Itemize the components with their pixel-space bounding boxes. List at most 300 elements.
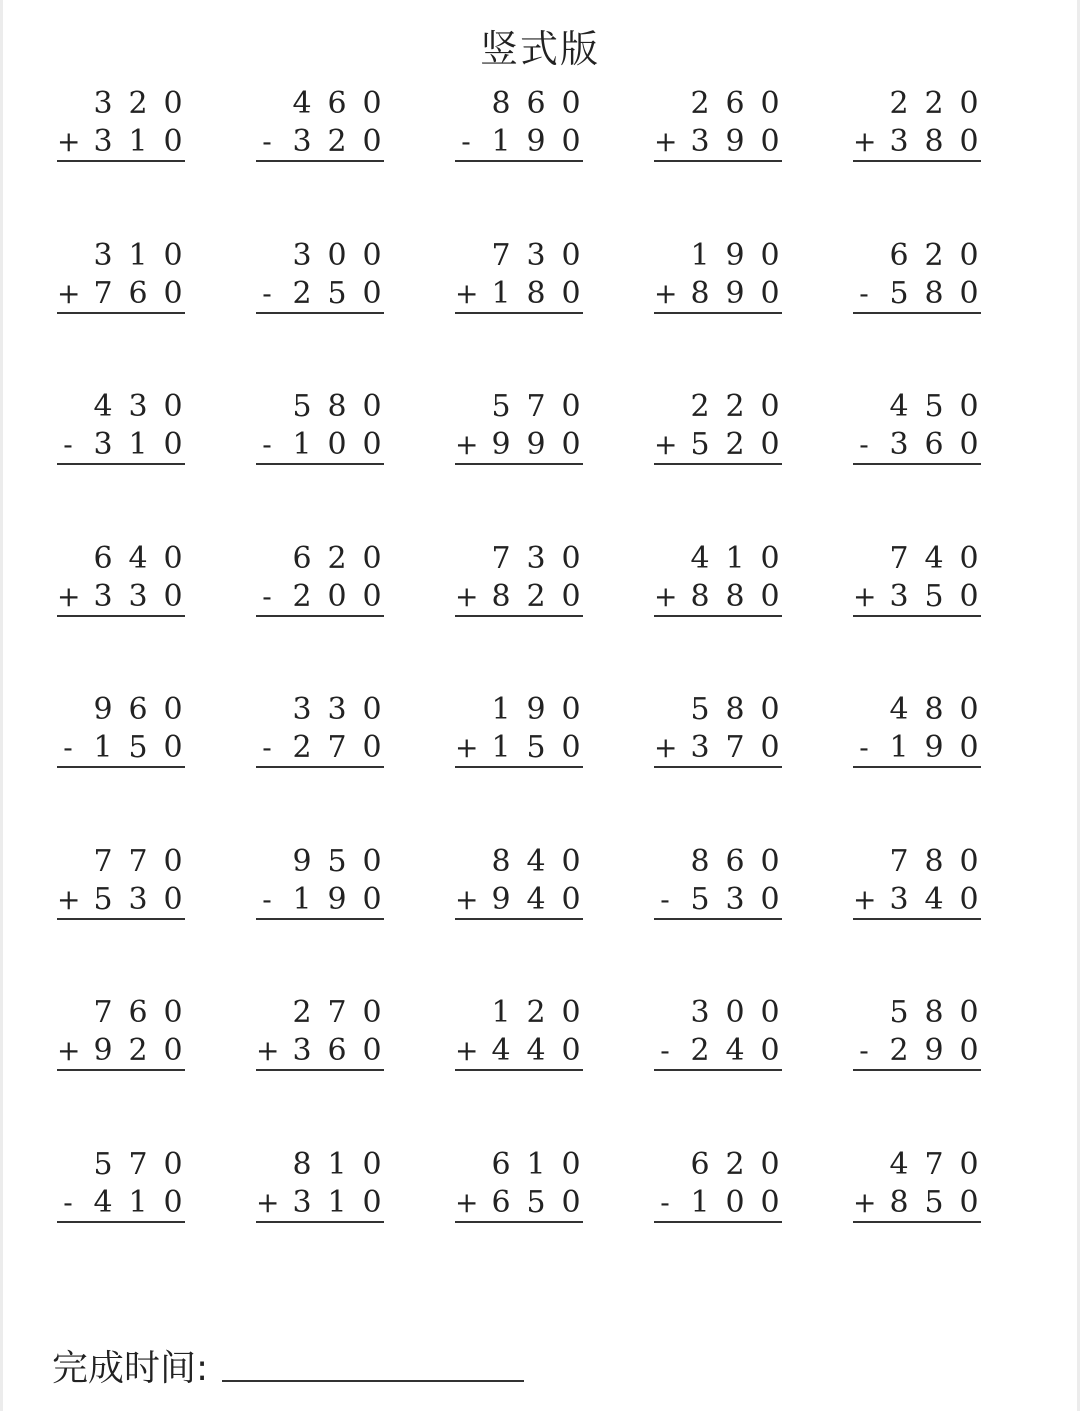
digit: 2 [292, 730, 312, 765]
bottom-operand [256, 882, 384, 918]
digit: 9 [924, 1033, 944, 1068]
digit: 0 [163, 1147, 183, 1182]
digit: 6 [128, 276, 148, 311]
digit: 3 [690, 995, 710, 1030]
digit: 3 [93, 238, 113, 273]
answer-line [57, 1221, 185, 1223]
digit: 3 [93, 124, 113, 159]
top-operand [455, 692, 583, 728]
bottom-operand [57, 882, 185, 918]
digit: 0 [561, 692, 581, 727]
answer-line [57, 766, 185, 768]
top-operand [455, 541, 583, 577]
digit: 2 [526, 579, 546, 614]
top-operand [256, 389, 384, 425]
digit: 6 [690, 1147, 710, 1182]
top-operand [853, 238, 981, 274]
bottom-operand [57, 1185, 185, 1221]
digit: 0 [362, 389, 382, 424]
digit: 0 [561, 389, 581, 424]
digit: 1 [128, 238, 148, 273]
digit: 4 [128, 541, 148, 576]
digit: 0 [163, 389, 183, 424]
digit: 2 [889, 1033, 909, 1068]
digit: 0 [362, 579, 382, 614]
bottom-operand [654, 579, 782, 615]
digit: 4 [889, 1147, 909, 1182]
digit: 0 [959, 692, 979, 727]
bottom-operand [853, 730, 981, 766]
digit: 5 [491, 389, 511, 424]
plus-sign: + [455, 1034, 479, 1067]
answer-line [256, 312, 384, 314]
digit: 5 [690, 692, 710, 727]
problem [853, 1147, 981, 1229]
problem [654, 541, 782, 623]
bottom-operand [57, 1033, 185, 1069]
plus-sign: + [455, 883, 479, 916]
answer-line [455, 766, 583, 768]
digit: 2 [327, 124, 347, 159]
top-operand [256, 995, 384, 1031]
digit: 0 [362, 730, 382, 765]
problem [57, 1147, 185, 1229]
answer-line [455, 615, 583, 617]
plus-sign: + [256, 1186, 280, 1219]
digit: 1 [690, 238, 710, 273]
digit: 2 [292, 579, 312, 614]
problem [256, 692, 384, 774]
digit: 7 [93, 844, 113, 879]
digit: 4 [292, 86, 312, 121]
digit: 3 [128, 389, 148, 424]
digit: 0 [760, 1033, 780, 1068]
completion-time-label: 完成时间: [52, 1348, 209, 1389]
top-operand [455, 995, 583, 1031]
problem [654, 995, 782, 1077]
top-operand [853, 844, 981, 880]
digit: 8 [889, 1185, 909, 1220]
digit: 0 [362, 238, 382, 273]
digit: 0 [760, 427, 780, 462]
digit: 0 [163, 844, 183, 879]
digit: 6 [292, 541, 312, 576]
bottom-operand [654, 276, 782, 312]
digit: 9 [725, 238, 745, 273]
digit: 0 [760, 995, 780, 1030]
digit: 8 [292, 1147, 312, 1182]
bottom-operand [853, 1033, 981, 1069]
answer-line [853, 312, 981, 314]
digit: 0 [760, 541, 780, 576]
digit: 0 [760, 86, 780, 121]
digit: 1 [93, 730, 113, 765]
digit: 7 [725, 730, 745, 765]
bottom-operand [654, 730, 782, 766]
top-operand [256, 692, 384, 728]
bottom-operand [256, 579, 384, 615]
digit: 8 [690, 276, 710, 311]
problem [57, 995, 185, 1077]
problem [256, 844, 384, 926]
problem [853, 692, 981, 774]
top-operand [455, 844, 583, 880]
digit: 4 [924, 882, 944, 917]
digit: 5 [526, 1185, 546, 1220]
digit: 6 [491, 1185, 511, 1220]
problem [256, 86, 384, 168]
digit: 0 [362, 1033, 382, 1068]
left-page-edge [0, 0, 3, 1411]
top-operand [256, 541, 384, 577]
digit: 3 [292, 1185, 312, 1220]
digit: 1 [128, 124, 148, 159]
digit: 5 [690, 427, 710, 462]
digit: 7 [491, 541, 511, 576]
bottom-operand [455, 882, 583, 918]
digit: 0 [362, 1185, 382, 1220]
digit: 4 [690, 541, 710, 576]
plus-sign: + [57, 277, 81, 310]
plus-sign: + [455, 731, 479, 764]
digit: 7 [128, 844, 148, 879]
digit: 0 [163, 692, 183, 727]
digit: 2 [725, 389, 745, 424]
digit: 3 [292, 1033, 312, 1068]
digit: 0 [959, 1147, 979, 1182]
digit: 8 [491, 86, 511, 121]
digit: 3 [690, 124, 710, 159]
top-operand [256, 844, 384, 880]
answer-line [455, 312, 583, 314]
digit: 5 [327, 276, 347, 311]
problem [57, 844, 185, 926]
answer-line [256, 1069, 384, 1071]
digit: 0 [362, 276, 382, 311]
top-operand [57, 692, 185, 728]
digit: 6 [725, 86, 745, 121]
answer-line [455, 1221, 583, 1223]
digit: 4 [889, 389, 909, 424]
bottom-operand [256, 276, 384, 312]
digit: 0 [959, 995, 979, 1030]
digit: 3 [889, 882, 909, 917]
digit: 1 [292, 427, 312, 462]
digit: 9 [725, 276, 745, 311]
digit: 0 [760, 1185, 780, 1220]
minus-sign: - [660, 883, 670, 916]
digit: 0 [163, 579, 183, 614]
digit: 0 [760, 579, 780, 614]
digit: 1 [725, 541, 745, 576]
problem [853, 995, 981, 1077]
problem [455, 86, 583, 168]
answer-line [57, 463, 185, 465]
bottom-operand [654, 882, 782, 918]
problem [853, 541, 981, 623]
digit: 0 [959, 844, 979, 879]
answer-line [455, 160, 583, 162]
answer-line [256, 1221, 384, 1223]
digit: 4 [924, 541, 944, 576]
bottom-operand [654, 1033, 782, 1069]
top-operand [654, 844, 782, 880]
digit: 2 [924, 86, 944, 121]
digit: 1 [327, 1185, 347, 1220]
digit: 3 [889, 427, 909, 462]
digit: 9 [327, 882, 347, 917]
digit: 3 [526, 238, 546, 273]
answer-line [455, 463, 583, 465]
digit: 8 [327, 389, 347, 424]
digit: 5 [526, 730, 546, 765]
answer-line [654, 160, 782, 162]
digit: 0 [760, 882, 780, 917]
digit: 0 [760, 1147, 780, 1182]
top-operand [654, 238, 782, 274]
answer-line [57, 1069, 185, 1071]
answer-line [57, 160, 185, 162]
plus-sign: + [455, 277, 479, 310]
digit: 9 [725, 124, 745, 159]
problem [455, 995, 583, 1077]
digit: 2 [690, 389, 710, 424]
top-operand [57, 541, 185, 577]
answer-line [853, 463, 981, 465]
top-operand [853, 995, 981, 1031]
top-operand [256, 86, 384, 122]
digit: 8 [526, 276, 546, 311]
top-operand [654, 995, 782, 1031]
digit: 1 [128, 427, 148, 462]
plus-sign: + [256, 1034, 280, 1067]
bottom-operand [455, 1185, 583, 1221]
digit: 0 [760, 124, 780, 159]
bottom-operand [853, 882, 981, 918]
digit: 4 [93, 1185, 113, 1220]
digit: 1 [327, 1147, 347, 1182]
digit: 2 [128, 1033, 148, 1068]
answer-line [654, 615, 782, 617]
digit: 9 [292, 844, 312, 879]
answer-line [57, 918, 185, 920]
digit: 0 [959, 1033, 979, 1068]
problem [455, 238, 583, 320]
digit: 0 [561, 276, 581, 311]
digit: 0 [959, 238, 979, 273]
digit: 8 [491, 579, 511, 614]
digit: 0 [561, 541, 581, 576]
digit: 2 [128, 86, 148, 121]
problem [455, 1147, 583, 1229]
top-operand [57, 995, 185, 1031]
minus-sign: - [859, 731, 869, 764]
digit: 4 [725, 1033, 745, 1068]
answer-line [57, 615, 185, 617]
top-operand [455, 389, 583, 425]
digit: 0 [362, 86, 382, 121]
bottom-operand [455, 579, 583, 615]
digit: 7 [491, 238, 511, 273]
bottom-operand [256, 1033, 384, 1069]
digit: 0 [760, 844, 780, 879]
problem [654, 238, 782, 320]
problem [455, 389, 583, 471]
digit: 5 [889, 276, 909, 311]
top-operand [853, 389, 981, 425]
bottom-operand [455, 276, 583, 312]
digit: 0 [959, 1185, 979, 1220]
digit: 0 [561, 579, 581, 614]
minus-sign: - [63, 1186, 73, 1219]
digit: 0 [362, 995, 382, 1030]
answer-line [654, 1221, 782, 1223]
digit: 4 [93, 389, 113, 424]
digit: 4 [526, 844, 546, 879]
minus-sign: - [660, 1034, 670, 1067]
top-operand [455, 1147, 583, 1183]
digit: 0 [327, 579, 347, 614]
problem [256, 541, 384, 623]
bottom-operand [853, 276, 981, 312]
problem [853, 86, 981, 168]
digit: 8 [924, 995, 944, 1030]
completion-time-blank[interactable] [222, 1380, 524, 1382]
top-operand [57, 389, 185, 425]
digit: 0 [561, 1033, 581, 1068]
plus-sign: + [654, 125, 678, 158]
plus-sign: + [853, 125, 877, 158]
plus-sign: + [57, 580, 81, 613]
digit: 7 [93, 276, 113, 311]
digit: 0 [561, 238, 581, 273]
digit: 4 [526, 1033, 546, 1068]
digit: 0 [561, 86, 581, 121]
plus-sign: + [57, 1034, 81, 1067]
digit: 9 [526, 124, 546, 159]
answer-line [654, 766, 782, 768]
top-operand [57, 238, 185, 274]
digit: 0 [163, 1033, 183, 1068]
digit: 3 [292, 124, 312, 159]
digit: 2 [690, 86, 710, 121]
digit: 8 [924, 692, 944, 727]
digit: 0 [163, 882, 183, 917]
problem [57, 389, 185, 471]
digit: 1 [491, 730, 511, 765]
answer-line [853, 1069, 981, 1071]
digit: 0 [327, 238, 347, 273]
answer-line [256, 463, 384, 465]
answer-line [654, 918, 782, 920]
digit: 0 [760, 389, 780, 424]
answer-line [256, 160, 384, 162]
answer-line [256, 766, 384, 768]
bottom-operand [57, 427, 185, 463]
digit: 5 [292, 389, 312, 424]
digit: 8 [690, 579, 710, 614]
top-operand [654, 1147, 782, 1183]
digit: 1 [491, 276, 511, 311]
plus-sign: + [57, 125, 81, 158]
problem [654, 86, 782, 168]
digit: 9 [526, 427, 546, 462]
answer-line [654, 463, 782, 465]
bottom-operand [853, 1185, 981, 1221]
bottom-operand [455, 427, 583, 463]
minus-sign: - [859, 277, 869, 310]
digit: 0 [362, 541, 382, 576]
problem [654, 844, 782, 926]
digit: 6 [128, 995, 148, 1030]
plus-sign: + [853, 883, 877, 916]
digit: 0 [163, 1185, 183, 1220]
digit: 3 [889, 579, 909, 614]
digit: 3 [93, 579, 113, 614]
digit: 8 [924, 844, 944, 879]
bottom-operand [455, 1033, 583, 1069]
digit: 0 [725, 995, 745, 1030]
digit: 7 [526, 389, 546, 424]
digit: 0 [163, 124, 183, 159]
digit: 0 [561, 995, 581, 1030]
problem [256, 389, 384, 471]
digit: 0 [959, 124, 979, 159]
digit: 0 [959, 579, 979, 614]
problem [853, 844, 981, 926]
digit: 5 [128, 730, 148, 765]
digit: 6 [725, 844, 745, 879]
answer-line [256, 918, 384, 920]
top-operand [853, 541, 981, 577]
digit: 0 [959, 389, 979, 424]
digit: 7 [327, 730, 347, 765]
digit: 6 [526, 86, 546, 121]
problem [853, 389, 981, 471]
problem [57, 692, 185, 774]
minus-sign: - [461, 125, 471, 158]
digit: 0 [362, 124, 382, 159]
bottom-operand [455, 124, 583, 160]
problem [455, 541, 583, 623]
answer-line [853, 766, 981, 768]
bottom-operand [256, 730, 384, 766]
answer-line [256, 615, 384, 617]
problem [256, 995, 384, 1077]
problem [654, 1147, 782, 1229]
digit: 9 [924, 730, 944, 765]
digit: 0 [561, 124, 581, 159]
digit: 7 [93, 995, 113, 1030]
digit: 4 [491, 1033, 511, 1068]
problem [256, 1147, 384, 1229]
digit: 0 [760, 238, 780, 273]
top-operand [654, 692, 782, 728]
bottom-operand [57, 730, 185, 766]
answer-line [455, 1069, 583, 1071]
problem [57, 238, 185, 320]
answer-line [654, 312, 782, 314]
digit: 8 [491, 844, 511, 879]
minus-sign: - [660, 1186, 670, 1219]
digit: 1 [128, 1185, 148, 1220]
digit: 8 [924, 124, 944, 159]
digit: 0 [163, 730, 183, 765]
problem [256, 238, 384, 320]
digit: 0 [760, 730, 780, 765]
top-operand [654, 541, 782, 577]
answer-line [654, 1069, 782, 1071]
